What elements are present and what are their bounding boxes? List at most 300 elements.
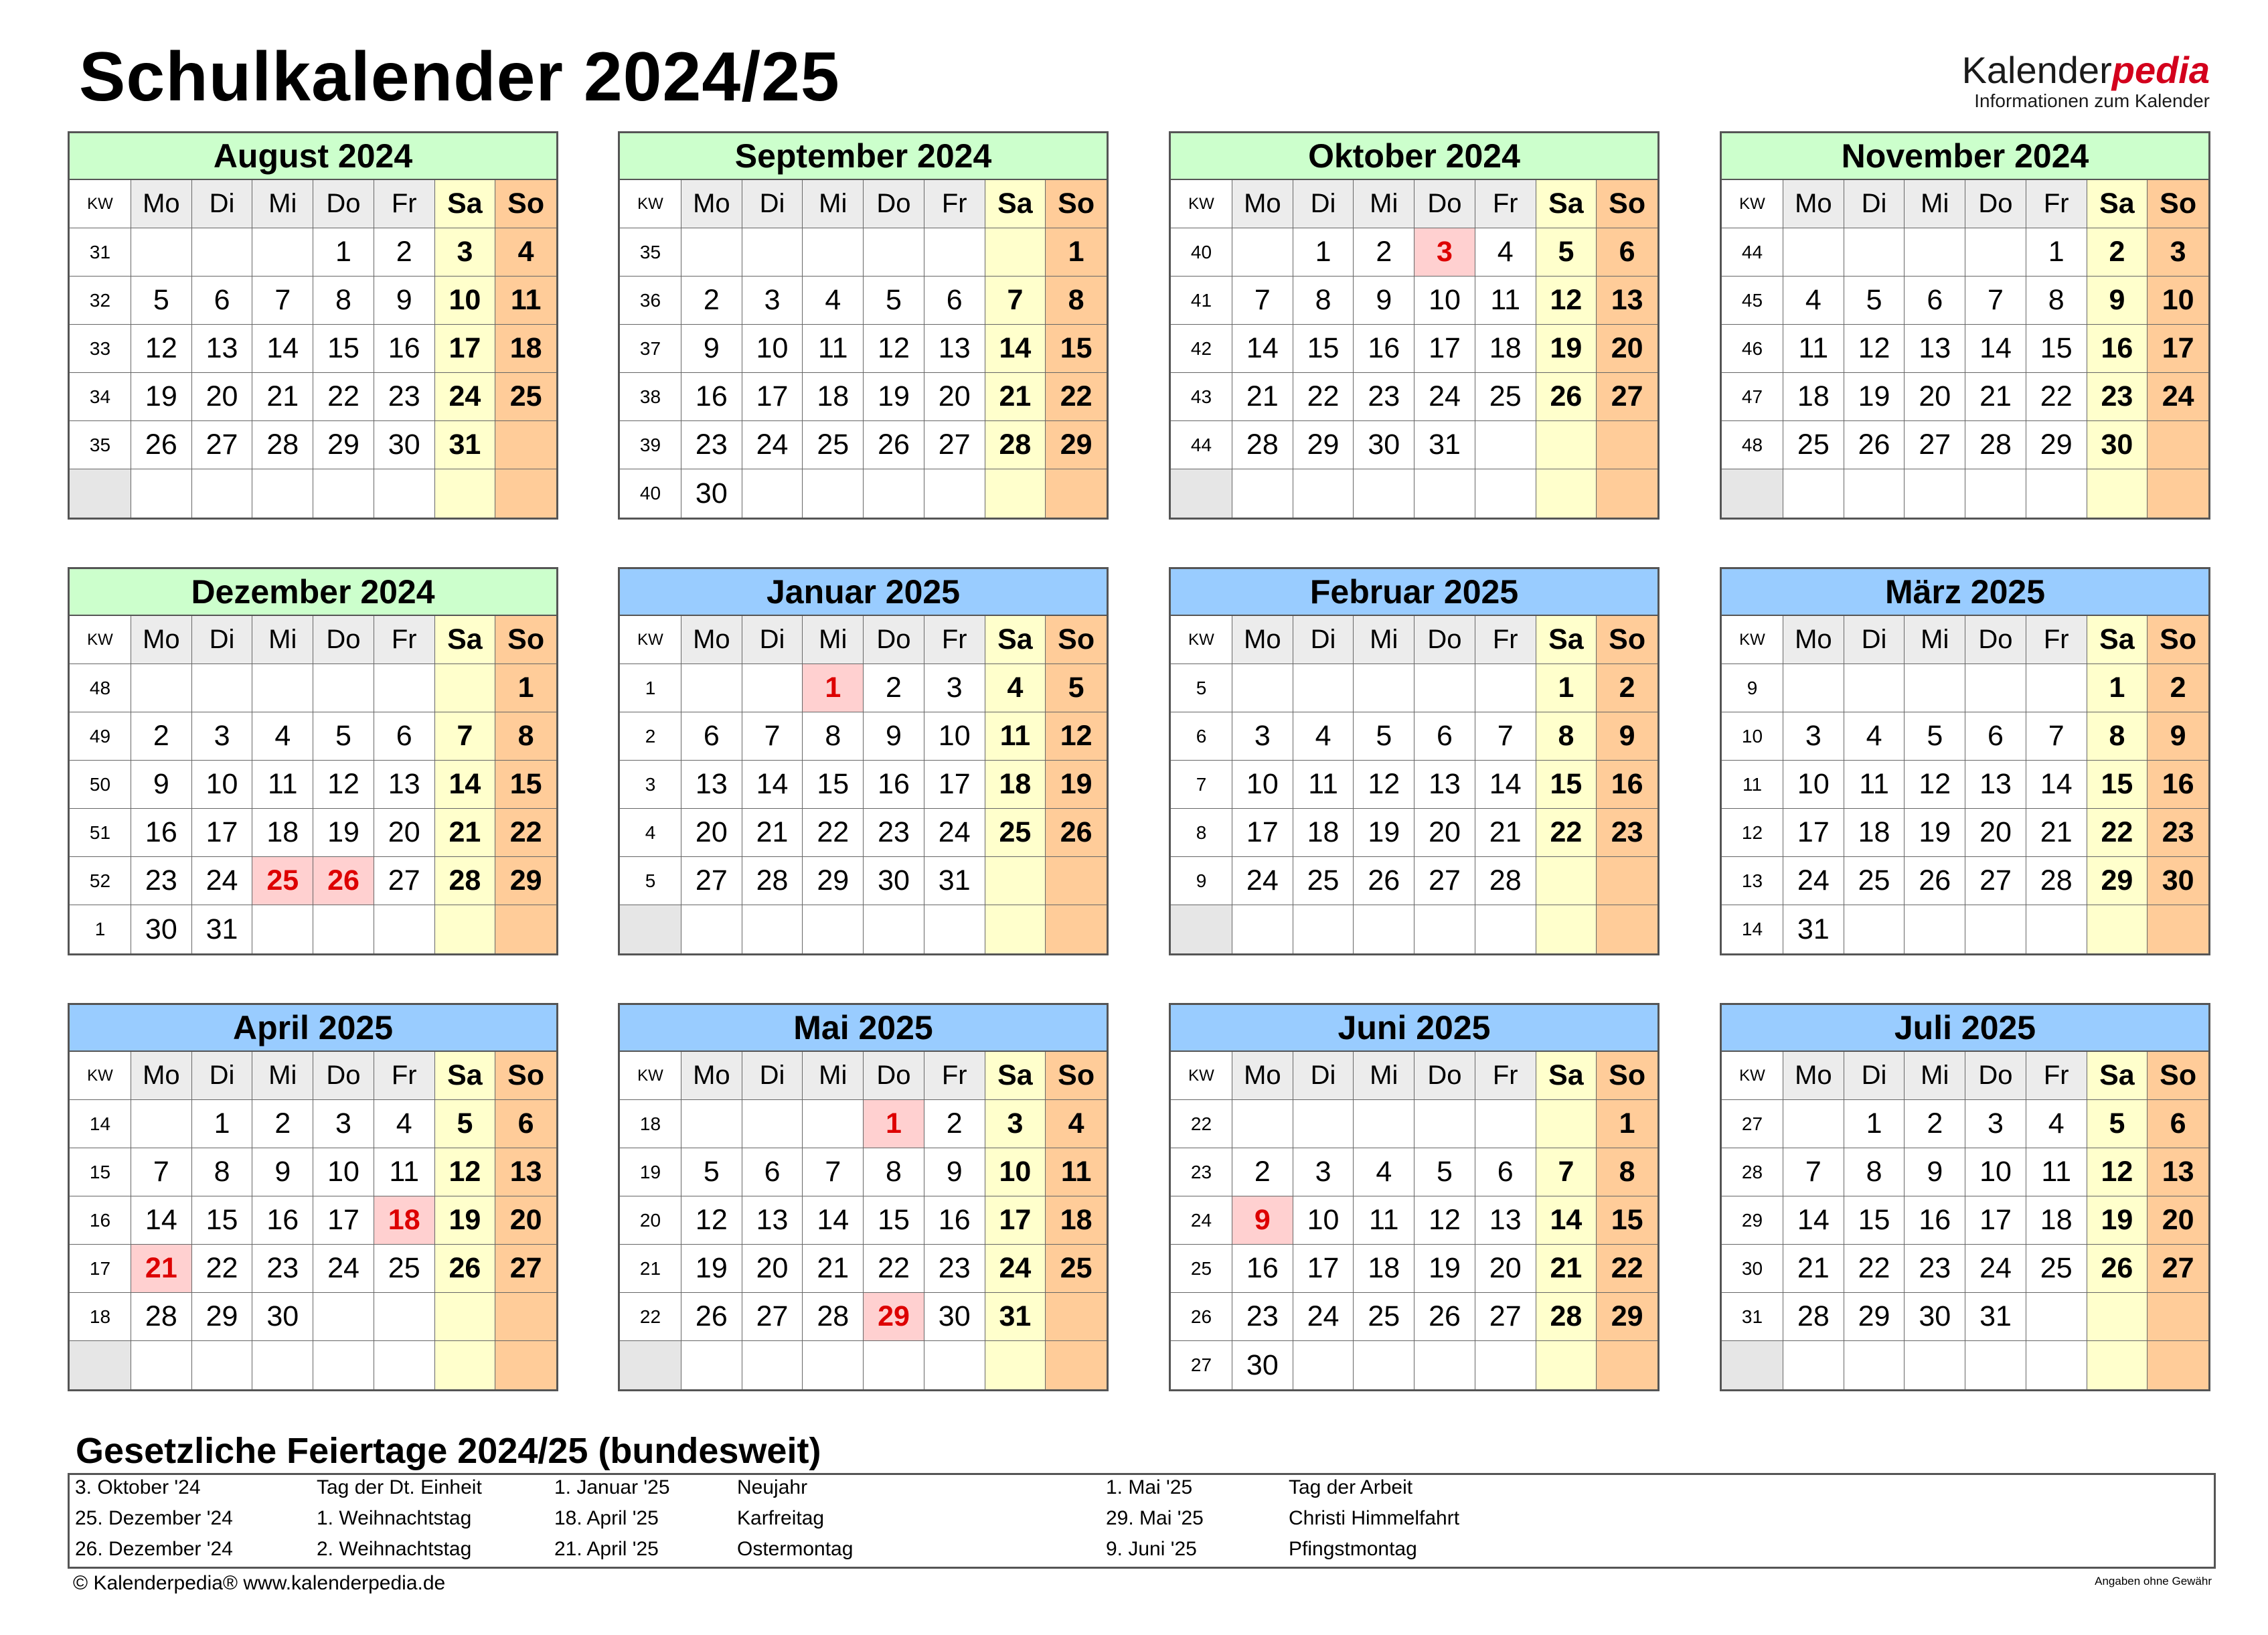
day-cell[interactable]: 29 <box>1293 421 1354 469</box>
day-cell[interactable]: 12 <box>1354 761 1414 809</box>
day-cell[interactable]: 16 <box>1232 1245 1293 1293</box>
day-cell[interactable]: 4 <box>2026 1100 2087 1148</box>
day-cell[interactable]: 13 <box>742 1196 803 1245</box>
day-cell[interactable]: 29 <box>1046 421 1107 469</box>
day-cell[interactable]: 30 <box>1232 1341 1293 1389</box>
day-cell[interactable]: 9 <box>681 325 742 373</box>
day-cell[interactable]: 16 <box>1597 761 1657 809</box>
day-cell[interactable]: 21 <box>1536 1245 1597 1293</box>
day-cell[interactable]: 10 <box>924 712 985 761</box>
day-cell[interactable]: 14 <box>1475 761 1536 809</box>
day-cell[interactable]: 22 <box>2087 809 2148 857</box>
day-cell[interactable]: 18 <box>1293 809 1354 857</box>
day-cell[interactable]: 24 <box>192 857 253 905</box>
day-cell[interactable]: 11 <box>252 761 313 809</box>
day-cell[interactable]: 10 <box>985 1148 1046 1196</box>
day-cell[interactable]: 15 <box>1046 325 1107 373</box>
day-cell[interactable]: 20 <box>1905 373 1965 421</box>
day-cell[interactable]: 16 <box>864 761 924 809</box>
day-cell[interactable]: 2 <box>864 664 924 712</box>
day-cell[interactable]: 28 <box>131 1293 192 1341</box>
day-cell[interactable]: 1 <box>2087 664 2148 712</box>
day-cell[interactable]: 14 <box>803 1196 864 1245</box>
day-cell[interactable]: 8 <box>1293 277 1354 325</box>
day-cell[interactable]: 17 <box>1293 1245 1354 1293</box>
day-cell[interactable]: 19 <box>1536 325 1597 373</box>
day-cell[interactable]: 23 <box>1905 1245 1965 1293</box>
day-cell[interactable]: 15 <box>192 1196 253 1245</box>
day-cell[interactable]: 22 <box>1046 373 1107 421</box>
day-cell[interactable]: 3 <box>192 712 253 761</box>
day-cell[interactable]: 24 <box>435 373 496 421</box>
day-cell[interactable]: 20 <box>192 373 253 421</box>
day-cell[interactable]: 7 <box>131 1148 192 1196</box>
day-cell[interactable]: 3 <box>435 228 496 277</box>
day-cell[interactable]: 15 <box>1536 761 1597 809</box>
day-cell[interactable]: 14 <box>435 761 496 809</box>
day-cell[interactable]: 29 <box>2026 421 2087 469</box>
day-cell[interactable]: 24 <box>924 809 985 857</box>
day-cell[interactable]: 18 <box>803 373 864 421</box>
day-cell[interactable]: 13 <box>192 325 253 373</box>
day-cell[interactable]: 25 <box>1475 373 1536 421</box>
day-cell[interactable]: 9 <box>2087 277 2148 325</box>
day-cell[interactable]: 22 <box>313 373 374 421</box>
day-cell[interactable]: 24 <box>742 421 803 469</box>
day-cell[interactable]: 17 <box>742 373 803 421</box>
day-cell[interactable]: 18 <box>252 809 313 857</box>
day-cell[interactable]: 27 <box>495 1245 556 1293</box>
day-cell[interactable]: 14 <box>1965 325 2026 373</box>
day-cell[interactable]: 6 <box>495 1100 556 1148</box>
day-cell[interactable]: 6 <box>1905 277 1965 325</box>
day-cell[interactable]: 3 <box>1293 1148 1354 1196</box>
day-cell[interactable]: 25 <box>495 373 556 421</box>
day-cell[interactable]: 3 <box>985 1100 1046 1148</box>
day-cell[interactable]: 8 <box>864 1148 924 1196</box>
day-cell[interactable]: 23 <box>1232 1293 1293 1341</box>
day-cell[interactable]: 24 <box>1965 1245 2026 1293</box>
day-cell[interactable]: 22 <box>864 1245 924 1293</box>
day-cell[interactable]: 18 <box>1475 325 1536 373</box>
day-cell[interactable]: 17 <box>313 1196 374 1245</box>
day-cell[interactable]: 4 <box>1354 1148 1414 1196</box>
day-cell[interactable]: 14 <box>985 325 1046 373</box>
day-cell[interactable]: 20 <box>1597 325 1657 373</box>
day-cell[interactable]: 11 <box>1293 761 1354 809</box>
day-cell[interactable]: 19 <box>435 1196 496 1245</box>
day-cell[interactable]: 17 <box>985 1196 1046 1245</box>
day-cell[interactable]: 11 <box>1475 277 1536 325</box>
day-cell[interactable]: 23 <box>131 857 192 905</box>
day-cell[interactable]: 14 <box>1783 1196 1844 1245</box>
day-cell[interactable]: 25 <box>1293 857 1354 905</box>
day-cell[interactable]: 13 <box>1475 1196 1536 1245</box>
day-cell[interactable]: 17 <box>2148 325 2208 373</box>
day-cell[interactable]: 23 <box>864 809 924 857</box>
day-cell[interactable]: 30 <box>131 905 192 953</box>
day-cell[interactable]: 19 <box>131 373 192 421</box>
day-cell[interactable]: 28 <box>1783 1293 1844 1341</box>
day-cell[interactable]: 12 <box>2087 1148 2148 1196</box>
day-cell[interactable]: 8 <box>192 1148 253 1196</box>
day-cell[interactable]: 31 <box>1783 905 1844 953</box>
day-cell[interactable]: 19 <box>1905 809 1965 857</box>
day-cell[interactable]: 19 <box>1844 373 1905 421</box>
day-cell[interactable]: 28 <box>742 857 803 905</box>
day-cell[interactable]: 25 <box>1783 421 1844 469</box>
day-cell[interactable]: 25 <box>252 857 313 905</box>
day-cell[interactable]: 1 <box>495 664 556 712</box>
day-cell[interactable]: 1 <box>803 664 864 712</box>
day-cell[interactable]: 6 <box>1965 712 2026 761</box>
day-cell[interactable]: 7 <box>435 712 496 761</box>
day-cell[interactable]: 10 <box>742 325 803 373</box>
day-cell[interactable]: 21 <box>1475 809 1536 857</box>
day-cell[interactable]: 8 <box>1597 1148 1657 1196</box>
day-cell[interactable]: 27 <box>2148 1245 2208 1293</box>
day-cell[interactable]: 27 <box>1905 421 1965 469</box>
day-cell[interactable]: 4 <box>803 277 864 325</box>
day-cell[interactable]: 21 <box>803 1245 864 1293</box>
day-cell[interactable]: 9 <box>1354 277 1414 325</box>
day-cell[interactable]: 13 <box>1414 761 1475 809</box>
day-cell[interactable]: 23 <box>374 373 435 421</box>
day-cell[interactable]: 22 <box>1536 809 1597 857</box>
day-cell[interactable]: 10 <box>192 761 253 809</box>
day-cell[interactable]: 20 <box>495 1196 556 1245</box>
day-cell[interactable]: 2 <box>924 1100 985 1148</box>
day-cell[interactable]: 22 <box>2026 373 2087 421</box>
day-cell[interactable]: 2 <box>374 228 435 277</box>
day-cell[interactable]: 13 <box>495 1148 556 1196</box>
day-cell[interactable]: 31 <box>192 905 253 953</box>
day-cell[interactable]: 17 <box>1232 809 1293 857</box>
day-cell[interactable]: 30 <box>864 857 924 905</box>
day-cell[interactable]: 17 <box>435 325 496 373</box>
day-cell[interactable]: 10 <box>2148 277 2208 325</box>
day-cell[interactable]: 7 <box>2026 712 2087 761</box>
day-cell[interactable]: 23 <box>2087 373 2148 421</box>
day-cell[interactable]: 10 <box>1232 761 1293 809</box>
day-cell[interactable]: 29 <box>2087 857 2148 905</box>
day-cell[interactable]: 1 <box>192 1100 253 1148</box>
day-cell[interactable]: 5 <box>681 1148 742 1196</box>
day-cell[interactable]: 9 <box>374 277 435 325</box>
day-cell[interactable]: 5 <box>1905 712 1965 761</box>
day-cell[interactable]: 1 <box>1046 228 1107 277</box>
day-cell[interactable]: 7 <box>985 277 1046 325</box>
day-cell[interactable]: 9 <box>131 761 192 809</box>
day-cell[interactable]: 26 <box>1046 809 1107 857</box>
day-cell[interactable]: 22 <box>803 809 864 857</box>
day-cell[interactable]: 13 <box>1597 277 1657 325</box>
day-cell[interactable]: 26 <box>131 421 192 469</box>
day-cell[interactable]: 15 <box>2026 325 2087 373</box>
day-cell[interactable]: 27 <box>374 857 435 905</box>
day-cell[interactable]: 7 <box>252 277 313 325</box>
day-cell[interactable]: 28 <box>1232 421 1293 469</box>
day-cell[interactable]: 11 <box>1844 761 1905 809</box>
day-cell[interactable]: 15 <box>1597 1196 1657 1245</box>
day-cell[interactable]: 15 <box>495 761 556 809</box>
day-cell[interactable]: 14 <box>1232 325 1293 373</box>
day-cell[interactable]: 4 <box>1844 712 1905 761</box>
day-cell[interactable]: 20 <box>2148 1196 2208 1245</box>
day-cell[interactable]: 2 <box>1905 1100 1965 1148</box>
day-cell[interactable]: 26 <box>1354 857 1414 905</box>
day-cell[interactable]: 24 <box>1783 857 1844 905</box>
day-cell[interactable]: 2 <box>1232 1148 1293 1196</box>
day-cell[interactable]: 10 <box>435 277 496 325</box>
day-cell[interactable]: 16 <box>681 373 742 421</box>
day-cell[interactable]: 24 <box>1293 1293 1354 1341</box>
day-cell[interactable]: 18 <box>1354 1245 1414 1293</box>
day-cell[interactable]: 30 <box>374 421 435 469</box>
day-cell[interactable]: 19 <box>1414 1245 1475 1293</box>
day-cell[interactable]: 13 <box>924 325 985 373</box>
day-cell[interactable]: 15 <box>864 1196 924 1245</box>
day-cell[interactable]: 13 <box>1965 761 2026 809</box>
day-cell[interactable]: 11 <box>374 1148 435 1196</box>
day-cell[interactable]: 8 <box>2026 277 2087 325</box>
day-cell[interactable]: 14 <box>742 761 803 809</box>
day-cell[interactable]: 31 <box>435 421 496 469</box>
day-cell[interactable]: 11 <box>1354 1196 1414 1245</box>
day-cell[interactable]: 6 <box>374 712 435 761</box>
day-cell[interactable]: 7 <box>1232 277 1293 325</box>
day-cell[interactable]: 16 <box>374 325 435 373</box>
day-cell[interactable]: 17 <box>924 761 985 809</box>
day-cell[interactable]: 10 <box>1414 277 1475 325</box>
day-cell[interactable]: 20 <box>1475 1245 1536 1293</box>
day-cell[interactable]: 26 <box>435 1245 496 1293</box>
day-cell[interactable]: 28 <box>2026 857 2087 905</box>
day-cell[interactable]: 2 <box>2087 228 2148 277</box>
day-cell[interactable]: 21 <box>1232 373 1293 421</box>
day-cell[interactable]: 6 <box>681 712 742 761</box>
day-cell[interactable]: 22 <box>1293 373 1354 421</box>
day-cell[interactable]: 30 <box>924 1293 985 1341</box>
day-cell[interactable]: 13 <box>681 761 742 809</box>
day-cell[interactable]: 27 <box>1965 857 2026 905</box>
day-cell[interactable]: 9 <box>1232 1196 1293 1245</box>
day-cell[interactable]: 23 <box>924 1245 985 1293</box>
day-cell[interactable]: 18 <box>1046 1196 1107 1245</box>
day-cell[interactable]: 15 <box>1844 1196 1905 1245</box>
day-cell[interactable]: 1 <box>313 228 374 277</box>
day-cell[interactable]: 12 <box>1046 712 1107 761</box>
day-cell[interactable]: 28 <box>803 1293 864 1341</box>
day-cell[interactable]: 29 <box>803 857 864 905</box>
day-cell[interactable]: 20 <box>681 809 742 857</box>
day-cell[interactable]: 16 <box>1354 325 1414 373</box>
day-cell[interactable]: 18 <box>1844 809 1905 857</box>
day-cell[interactable]: 25 <box>803 421 864 469</box>
day-cell[interactable]: 1 <box>1844 1100 1905 1148</box>
day-cell[interactable]: 19 <box>1354 809 1414 857</box>
day-cell[interactable]: 9 <box>1905 1148 1965 1196</box>
day-cell[interactable]: 27 <box>742 1293 803 1341</box>
day-cell[interactable]: 27 <box>924 421 985 469</box>
day-cell[interactable]: 7 <box>742 712 803 761</box>
day-cell[interactable]: 8 <box>2087 712 2148 761</box>
day-cell[interactable]: 10 <box>1783 761 1844 809</box>
day-cell[interactable]: 21 <box>985 373 1046 421</box>
day-cell[interactable]: 27 <box>681 857 742 905</box>
day-cell[interactable]: 13 <box>374 761 435 809</box>
day-cell[interactable]: 17 <box>1783 809 1844 857</box>
day-cell[interactable]: 4 <box>495 228 556 277</box>
day-cell[interactable]: 31 <box>1965 1293 2026 1341</box>
day-cell[interactable]: 18 <box>495 325 556 373</box>
day-cell[interactable]: 18 <box>374 1196 435 1245</box>
day-cell[interactable]: 5 <box>313 712 374 761</box>
day-cell[interactable]: 15 <box>313 325 374 373</box>
day-cell[interactable]: 13 <box>2148 1148 2208 1196</box>
day-cell[interactable]: 5 <box>1414 1148 1475 1196</box>
day-cell[interactable]: 5 <box>864 277 924 325</box>
day-cell[interactable]: 5 <box>1046 664 1107 712</box>
day-cell[interactable]: 27 <box>1475 1293 1536 1341</box>
day-cell[interactable]: 2 <box>681 277 742 325</box>
day-cell[interactable]: 28 <box>985 421 1046 469</box>
day-cell[interactable]: 7 <box>1965 277 2026 325</box>
day-cell[interactable]: 9 <box>252 1148 313 1196</box>
day-cell[interactable]: 19 <box>1046 761 1107 809</box>
day-cell[interactable]: 6 <box>1414 712 1475 761</box>
day-cell[interactable]: 5 <box>435 1100 496 1148</box>
day-cell[interactable]: 31 <box>1414 421 1475 469</box>
day-cell[interactable]: 3 <box>1965 1100 2026 1148</box>
day-cell[interactable]: 29 <box>192 1293 253 1341</box>
day-cell[interactable]: 17 <box>1965 1196 2026 1245</box>
brand-logo[interactable] <box>1962 50 2210 111</box>
day-cell[interactable]: 12 <box>435 1148 496 1196</box>
day-cell[interactable]: 5 <box>2087 1100 2148 1148</box>
day-cell[interactable]: 16 <box>2087 325 2148 373</box>
day-cell[interactable]: 5 <box>1844 277 1905 325</box>
day-cell[interactable]: 8 <box>313 277 374 325</box>
day-cell[interactable]: 7 <box>1536 1148 1597 1196</box>
day-cell[interactable]: 6 <box>1475 1148 1536 1196</box>
day-cell[interactable]: 3 <box>924 664 985 712</box>
day-cell[interactable]: 30 <box>1905 1293 1965 1341</box>
day-cell[interactable]: 4 <box>1475 228 1536 277</box>
day-cell[interactable]: 4 <box>252 712 313 761</box>
day-cell[interactable]: 20 <box>374 809 435 857</box>
day-cell[interactable]: 8 <box>1844 1148 1905 1196</box>
day-cell[interactable]: 29 <box>1597 1293 1657 1341</box>
day-cell[interactable]: 24 <box>1232 857 1293 905</box>
day-cell[interactable]: 30 <box>2087 421 2148 469</box>
day-cell[interactable]: 8 <box>1046 277 1107 325</box>
day-cell[interactable]: 19 <box>2087 1196 2148 1245</box>
day-cell[interactable]: 18 <box>985 761 1046 809</box>
day-cell[interactable]: 22 <box>192 1245 253 1293</box>
day-cell[interactable]: 9 <box>924 1148 985 1196</box>
day-cell[interactable]: 29 <box>1844 1293 1905 1341</box>
day-cell[interactable]: 19 <box>864 373 924 421</box>
day-cell[interactable]: 9 <box>2148 712 2208 761</box>
day-cell[interactable]: 4 <box>985 664 1046 712</box>
day-cell[interactable]: 22 <box>1597 1245 1657 1293</box>
day-cell[interactable]: 26 <box>1536 373 1597 421</box>
day-cell[interactable]: 14 <box>1536 1196 1597 1245</box>
day-cell[interactable]: 3 <box>1414 228 1475 277</box>
day-cell[interactable]: 21 <box>435 809 496 857</box>
day-cell[interactable]: 24 <box>2148 373 2208 421</box>
day-cell[interactable]: 16 <box>131 809 192 857</box>
day-cell[interactable]: 2 <box>131 712 192 761</box>
day-cell[interactable]: 8 <box>1536 712 1597 761</box>
day-cell[interactable]: 20 <box>742 1245 803 1293</box>
day-cell[interactable]: 12 <box>1905 761 1965 809</box>
day-cell[interactable]: 8 <box>495 712 556 761</box>
day-cell[interactable]: 21 <box>1965 373 2026 421</box>
day-cell[interactable]: 3 <box>1232 712 1293 761</box>
day-cell[interactable]: 27 <box>1597 373 1657 421</box>
day-cell[interactable]: 2 <box>2148 664 2208 712</box>
day-cell[interactable]: 1 <box>1293 228 1354 277</box>
day-cell[interactable]: 19 <box>313 809 374 857</box>
day-cell[interactable]: 9 <box>1597 712 1657 761</box>
day-cell[interactable]: 29 <box>864 1293 924 1341</box>
day-cell[interactable]: 22 <box>495 809 556 857</box>
day-cell[interactable]: 6 <box>2148 1100 2208 1148</box>
day-cell[interactable]: 24 <box>1414 373 1475 421</box>
day-cell[interactable]: 28 <box>435 857 496 905</box>
day-cell[interactable]: 25 <box>2026 1245 2087 1293</box>
day-cell[interactable]: 20 <box>1965 809 2026 857</box>
day-cell[interactable]: 28 <box>252 421 313 469</box>
day-cell[interactable]: 18 <box>1783 373 1844 421</box>
day-cell[interactable]: 4 <box>1293 712 1354 761</box>
day-cell[interactable]: 12 <box>131 325 192 373</box>
day-cell[interactable]: 1 <box>1536 664 1597 712</box>
day-cell[interactable]: 29 <box>495 857 556 905</box>
day-cell[interactable]: 12 <box>313 761 374 809</box>
day-cell[interactable]: 11 <box>2026 1148 2087 1196</box>
day-cell[interactable]: 30 <box>681 469 742 518</box>
day-cell[interactable]: 2 <box>1597 664 1657 712</box>
day-cell[interactable]: 15 <box>803 761 864 809</box>
day-cell[interactable]: 21 <box>2026 809 2087 857</box>
day-cell[interactable]: 2 <box>1354 228 1414 277</box>
day-cell[interactable]: 1 <box>864 1100 924 1148</box>
day-cell[interactable]: 5 <box>1354 712 1414 761</box>
day-cell[interactable]: 11 <box>803 325 864 373</box>
day-cell[interactable]: 26 <box>313 857 374 905</box>
day-cell[interactable]: 2 <box>252 1100 313 1148</box>
day-cell[interactable]: 31 <box>924 857 985 905</box>
day-cell[interactable]: 26 <box>1844 421 1905 469</box>
day-cell[interactable]: 18 <box>2026 1196 2087 1245</box>
day-cell[interactable]: 1 <box>1597 1100 1657 1148</box>
day-cell[interactable]: 27 <box>1414 857 1475 905</box>
day-cell[interactable]: 26 <box>1414 1293 1475 1341</box>
day-cell[interactable]: 25 <box>1844 857 1905 905</box>
day-cell[interactable]: 29 <box>313 421 374 469</box>
day-cell[interactable]: 30 <box>2148 857 2208 905</box>
day-cell[interactable]: 11 <box>1046 1148 1107 1196</box>
day-cell[interactable]: 21 <box>742 809 803 857</box>
day-cell[interactable]: 7 <box>803 1148 864 1196</box>
day-cell[interactable]: 28 <box>1536 1293 1597 1341</box>
day-cell[interactable]: 16 <box>924 1196 985 1245</box>
day-cell[interactable]: 16 <box>252 1196 313 1245</box>
day-cell[interactable]: 4 <box>374 1100 435 1148</box>
